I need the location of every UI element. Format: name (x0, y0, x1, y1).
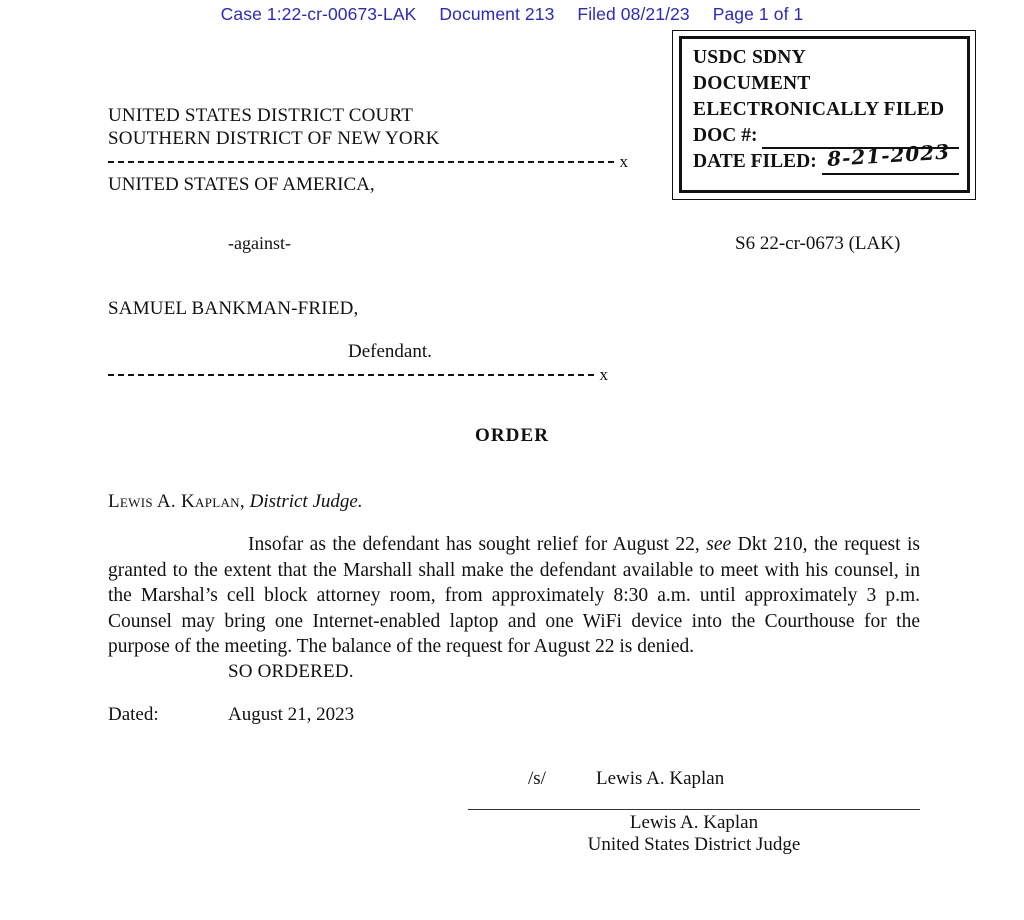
stamp-date-filed-rule (822, 139, 959, 175)
judge-byline (108, 491, 363, 513)
court-district-line: SOUTHERN DISTRICT OF NEW YORK (108, 128, 440, 149)
defendant-role-label: Defendant. (348, 341, 432, 362)
stamp-document-label: DOCUMENT (693, 73, 811, 94)
court-name-line: UNITED STATES DISTRICT COURT (108, 105, 414, 126)
ecf-header-stamp (0, 4, 1024, 25)
order-title: ORDER (474, 425, 550, 446)
caption-rule-bottom (108, 363, 608, 386)
caption-block (108, 104, 628, 196)
stamp-electronically-filed-label: ELECTRONICALLY FILED (693, 99, 945, 120)
signature-slash-mark: /s/ (528, 768, 546, 789)
docket-case-number: S6 22-cr-0673 (LAK) (735, 233, 901, 254)
judge-name: Lewis A. Kaplan, (108, 491, 245, 512)
ecf-case-number: Case 1:22-cr-00673-LAK (220, 4, 417, 24)
body-see-citation: see (706, 534, 732, 555)
body-text-part-two: Dkt 210, the request is granted to the extent that the Marshall shall make the defendant available to meet with his counsel, in the Marshal’s cell block attorney room, from approximately 8:30 a.m. until approximately 3 p.m. Counsel may bring one Internet-enabled laptop and one WiFi device into the Courthouse for the purpose of the meeting. The balance of the request for August 22 is denied. (108, 534, 920, 658)
signature-signed-name: Lewis A. Kaplan (596, 768, 725, 789)
caption-rule-dashes (108, 161, 614, 164)
stamp-date-filed-label: DATE FILED: (693, 151, 817, 172)
plaintiff-name: UNITED STATES OF AMERICA, (108, 174, 375, 195)
caption-rule-top (108, 150, 628, 173)
signature-printed-name: Lewis A. Kaplan (629, 812, 759, 833)
ecf-page-number: Page 1 of 1 (712, 4, 804, 24)
signature-printed-block (468, 812, 920, 856)
signature-printed-title: United States District Judge (587, 834, 801, 855)
stamp-court-name: USDC SDNY (693, 47, 806, 68)
ecf-document-number: Document 213 (439, 4, 555, 24)
filing-stamp-box (672, 30, 976, 200)
body-text-part-one: Insofar as the defendant has sought relief for August 22, (248, 534, 707, 555)
stamp-date-filed-field (693, 139, 967, 175)
against-label: -against- (228, 233, 291, 253)
caption-rule-bottom-dashes (108, 374, 594, 377)
judge-title: District Judge. (249, 491, 363, 512)
order-body-paragraph (108, 532, 920, 660)
dated-value: August 21, 2023 (228, 704, 355, 725)
ecf-filed-date: Filed 08/21/23 (577, 4, 690, 24)
so-ordered-line: SO ORDERED. (228, 661, 354, 682)
filing-stamp-inner-border (679, 36, 970, 193)
stamp-date-filed-value: 8-21-2023 (826, 139, 951, 172)
stamp-doc-number-label: DOC #: (693, 125, 758, 146)
signature-rule (468, 809, 920, 810)
caption-rule-bottom-x-terminator: x (599, 364, 608, 384)
defendant-name: SAMUEL BANKMAN-FRIED, (108, 298, 359, 319)
caption-rule-x-terminator: x (619, 151, 628, 171)
dated-label: Dated: (108, 704, 159, 725)
